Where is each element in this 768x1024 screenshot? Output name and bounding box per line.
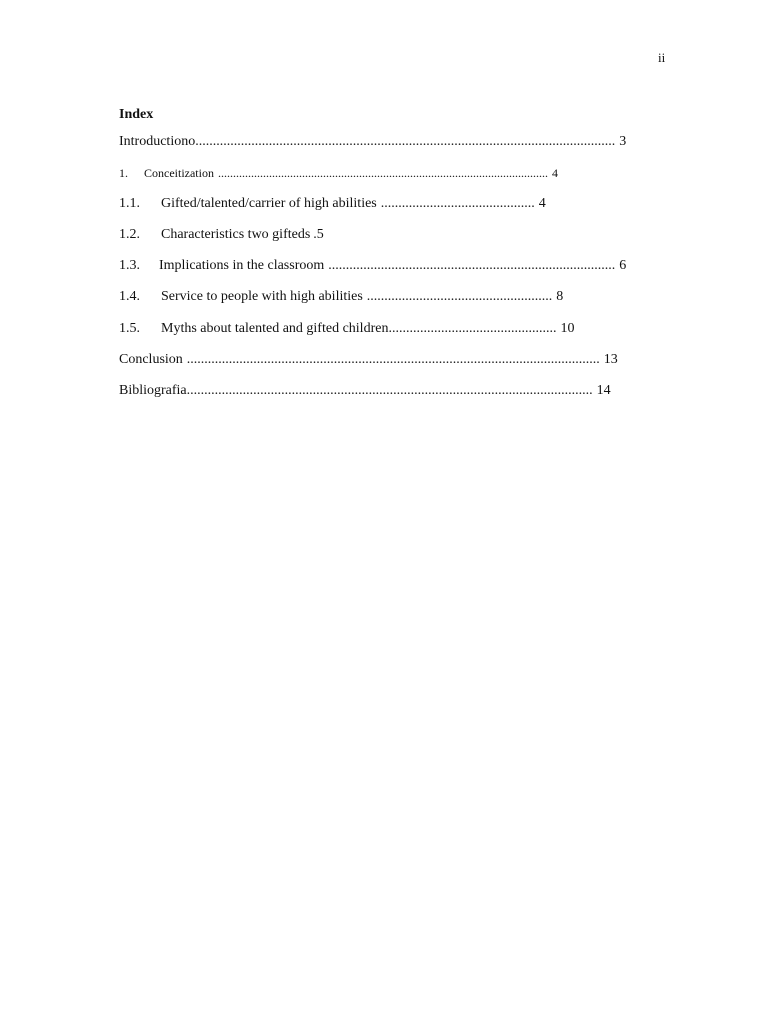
toc-entry-leader: .............................................................................................................. xyxy=(217,166,548,180)
toc-title: Index xyxy=(119,107,154,122)
toc-entry-label: Myths about talented and gifted children xyxy=(161,321,389,336)
toc-entry-page: 5 xyxy=(316,227,324,242)
toc-entry-introduction xyxy=(119,133,626,151)
toc-entry-implications xyxy=(119,257,626,275)
toc-entry-conclusion xyxy=(119,351,618,369)
toc-entry-leader: .................................................................................. xyxy=(328,258,616,273)
toc-entry-label: Characteristics two gifteds xyxy=(161,227,311,242)
toc-entry-leader: .................................................................................................................... xyxy=(186,383,593,398)
toc-entry-label: Implications in the classroom xyxy=(159,258,325,273)
toc-entry-leader: . xyxy=(313,227,317,242)
toc-entry-label: Conceitization xyxy=(144,166,214,180)
toc-entry-number: 1.3. xyxy=(119,258,140,273)
toc-entry-leader: ...................................................................................................................... xyxy=(186,352,600,367)
toc-entry-leader: ........................................................................................................................ xyxy=(195,134,616,149)
toc-entry-service xyxy=(119,288,563,306)
toc-entry-label: Conclusion xyxy=(119,352,183,367)
toc-entry-leader: ................................................ xyxy=(388,321,557,336)
toc-entry-number: 1. xyxy=(119,166,128,180)
toc-entry-leader: ..................................................... xyxy=(366,289,553,304)
toc-entry-number: 1.5. xyxy=(119,321,140,336)
toc-entry-gifted-talented xyxy=(119,195,546,213)
toc-entry-number: 1.1. xyxy=(119,196,140,211)
toc-entry-page: 14 xyxy=(596,383,611,398)
toc-entry-label: Bibliografia xyxy=(119,383,187,398)
toc-entry-label: Gifted/talented/carrier of high abilities xyxy=(161,196,377,211)
toc-entry-number: 1.2. xyxy=(119,227,140,242)
toc-entry-page: 10 xyxy=(560,321,575,336)
toc-entry-page: 8 xyxy=(556,289,564,304)
page-number: ii xyxy=(658,50,666,65)
toc-entry-leader: ............................................ xyxy=(380,196,535,211)
toc-entry-page: 13 xyxy=(603,352,618,367)
toc-entry-characteristics xyxy=(119,226,324,244)
toc-entry-page: 4 xyxy=(551,166,558,180)
toc-entry-page: 3 xyxy=(619,134,627,149)
toc-entry-number: 1.4. xyxy=(119,289,140,304)
toc-entry-conceitization xyxy=(119,164,558,182)
toc-entry-page: 6 xyxy=(619,258,627,273)
toc-entry-label: Introductiono xyxy=(119,134,196,149)
toc-entry-page: 4 xyxy=(538,196,546,211)
toc-entry-myths xyxy=(119,320,574,338)
toc-entry-label: Service to people with high abilities xyxy=(161,289,363,304)
toc-entry-bibliography xyxy=(119,382,611,400)
